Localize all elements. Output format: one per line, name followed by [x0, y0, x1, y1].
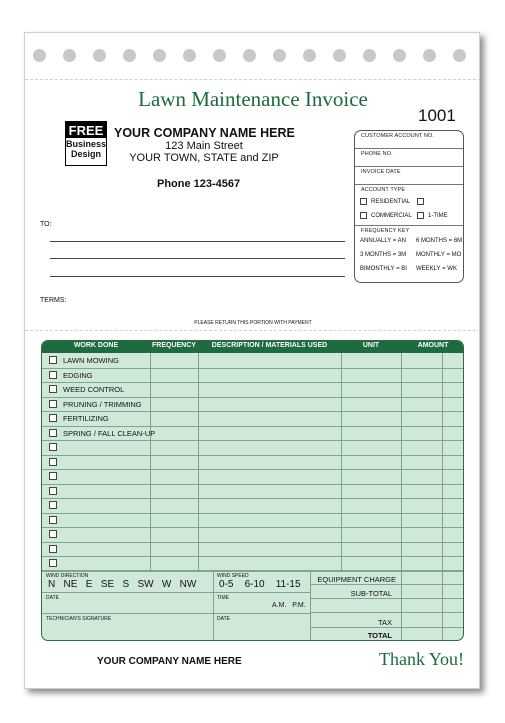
blank-type-checkbox[interactable] — [417, 198, 424, 205]
am-pm-options[interactable]: A.M. P.M. — [272, 602, 306, 609]
phone-field[interactable] — [355, 149, 463, 167]
invoice-title: Lawn Maintenance Invoice — [138, 87, 368, 111]
logo-text-top: FREE — [66, 122, 106, 138]
punch-hole — [33, 49, 46, 62]
header-description: DESCRIPTION / MATERIALS USED — [211, 342, 328, 349]
work-row-checkbox[interactable] — [49, 458, 57, 466]
frequency-monthly: MONTHLY = MO — [416, 252, 462, 258]
work-row-checkbox[interactable] — [49, 400, 57, 408]
address-line-1[interactable] — [50, 241, 345, 242]
punch-hole — [93, 49, 106, 62]
header-work-done: WORK DONE — [73, 342, 119, 349]
work-row-checkbox[interactable] — [49, 371, 57, 379]
company-phone: Phone 123-4567 — [157, 178, 241, 190]
work-row-checkbox[interactable] — [49, 516, 57, 524]
customer-account-field[interactable] — [355, 131, 463, 149]
invoice-date-label: INVOICE DATE — [361, 169, 401, 175]
bottom-row-line — [42, 592, 310, 593]
invoice-date-field[interactable] — [355, 167, 463, 185]
wind-speed-options[interactable]: 0-5 6-10 11-15 — [219, 579, 301, 590]
header-amount: AMOUNT — [417, 342, 449, 349]
time-label: TIME — [217, 595, 229, 601]
work-row-checkbox[interactable] — [49, 356, 57, 364]
frequency-bimonthly: BIMONTHLY = BI — [360, 266, 407, 272]
commercial-label: COMMERCIAL — [371, 213, 412, 219]
date2-label: DATE — [217, 616, 230, 622]
return-note: PLEASE RETURN THIS PORTION WITH PAYMENT — [194, 320, 312, 326]
frequency-3-months: 3 MONTHS = 3M — [360, 252, 407, 258]
work-row-label: WEED CONTROL — [63, 385, 125, 394]
account-type-section — [355, 185, 463, 226]
work-row-checkbox[interactable] — [49, 443, 57, 451]
frequency-annually: ANNUALLY = AN — [360, 238, 406, 244]
terms-label: TERMS: — [40, 297, 67, 304]
work-table — [41, 340, 464, 641]
table-col-line — [341, 353, 342, 571]
thank-you-text: Thank You! — [379, 649, 465, 669]
company-street: 123 Main Street — [165, 140, 243, 152]
bottom-col-line — [310, 570, 311, 641]
logo-text-bottom-1: Business — [66, 139, 107, 149]
frequency-key-label: FREQUENCY KEY — [361, 228, 410, 234]
work-row-checkbox[interactable] — [49, 559, 57, 567]
punch-hole — [423, 49, 436, 62]
summary-row-line — [310, 612, 464, 613]
punch-hole — [363, 49, 376, 62]
table-col-line — [198, 353, 199, 571]
header-unit: UNIT — [362, 342, 380, 349]
account-type-label: ACCOUNT TYPE — [361, 187, 406, 193]
address-line-2[interactable] — [50, 258, 345, 259]
company-logo — [65, 121, 107, 166]
frequency-weekly: WEEKLY = WK — [416, 266, 457, 272]
punch-hole — [303, 49, 316, 62]
work-row-label: FERTILIZING — [63, 414, 109, 423]
wind-direction-options[interactable]: N NE E SE S SW W NW — [48, 579, 197, 590]
frequency-key-section — [355, 226, 463, 282]
customer-account-label: CUSTOMER ACCOUNT NO. — [361, 133, 434, 139]
phone-label: PHONE NO. — [361, 151, 393, 157]
table-col-line — [150, 353, 151, 571]
equipment-charge-label: EQUIPMENT CHARGE — [317, 575, 396, 584]
invoice-sheet — [24, 32, 480, 689]
to-label: TO: — [40, 221, 52, 228]
header-frequency: FREQUENCY — [152, 342, 196, 349]
table-col-line — [401, 353, 402, 571]
work-row-checkbox[interactable] — [49, 545, 57, 553]
summary-row-line — [310, 584, 464, 585]
table-header — [42, 341, 464, 353]
total-label: TOTAL — [367, 631, 392, 640]
punch-hole — [453, 49, 466, 62]
work-row-label: EDGING — [63, 370, 93, 380]
punch-hole — [213, 49, 226, 62]
tear-line — [25, 330, 480, 331]
summary-row-line — [310, 598, 464, 599]
logo-text-bottom-2: Design — [70, 149, 101, 159]
work-row-checkbox[interactable] — [49, 501, 57, 509]
frequency-6-months: 6 MONTHS = 6M — [416, 238, 463, 244]
punch-hole — [393, 49, 406, 62]
company-name: YOUR COMPANY NAME HERE — [114, 126, 295, 140]
work-row-checkbox[interactable] — [49, 414, 57, 422]
summary-col-line — [401, 570, 402, 641]
address-line-3[interactable] — [50, 276, 345, 277]
work-row-label: LAWN MOWING — [63, 356, 119, 365]
signature-label: TECHNICIAN'S SIGNATURE — [46, 616, 112, 622]
punch-hole — [333, 49, 346, 62]
summary-row-line — [310, 627, 464, 628]
table-col-line — [442, 353, 443, 571]
one-time-label: 1-TIME — [428, 213, 448, 219]
commercial-checkbox[interactable] — [360, 212, 367, 219]
date-label: DATE — [46, 595, 59, 601]
wind-direction-label: WIND DIRECTION — [46, 573, 89, 579]
work-row-label: PRUNING / TRIMMING — [63, 399, 142, 409]
subtotal-label: SUB-TOTAL — [350, 589, 392, 598]
wind-speed-label: WIND SPEED — [217, 573, 249, 579]
residential-checkbox[interactable] — [360, 198, 367, 205]
footer-company-name: YOUR COMPANY NAME HERE — [97, 656, 242, 667]
tax-label: TAX — [377, 618, 392, 627]
work-row-checkbox[interactable] — [49, 429, 57, 437]
one-time-checkbox[interactable] — [417, 212, 424, 219]
punch-hole — [183, 49, 196, 62]
work-row-checkbox[interactable] — [49, 530, 57, 538]
company-city: YOUR TOWN, STATE and ZIP — [129, 152, 279, 164]
invoice-number: 1001 — [418, 106, 456, 125]
punch-hole — [153, 49, 166, 62]
bottom-row-line — [42, 613, 310, 614]
punch-hole — [243, 49, 256, 62]
perforation-line — [25, 79, 480, 80]
punch-hole — [123, 49, 136, 62]
summary-col-line — [442, 570, 443, 641]
work-row-checkbox[interactable] — [49, 472, 57, 480]
work-row-checkbox[interactable] — [49, 487, 57, 495]
punch-hole — [63, 49, 76, 62]
punch-holes — [25, 49, 480, 63]
account-info-box — [354, 130, 464, 283]
bottom-col-line — [213, 570, 214, 641]
residential-label: RESIDENTIAL — [371, 199, 411, 205]
work-row-checkbox[interactable] — [49, 385, 57, 393]
work-row-label: SPRING / FALL CLEAN-UP — [63, 428, 156, 438]
punch-hole — [273, 49, 286, 62]
